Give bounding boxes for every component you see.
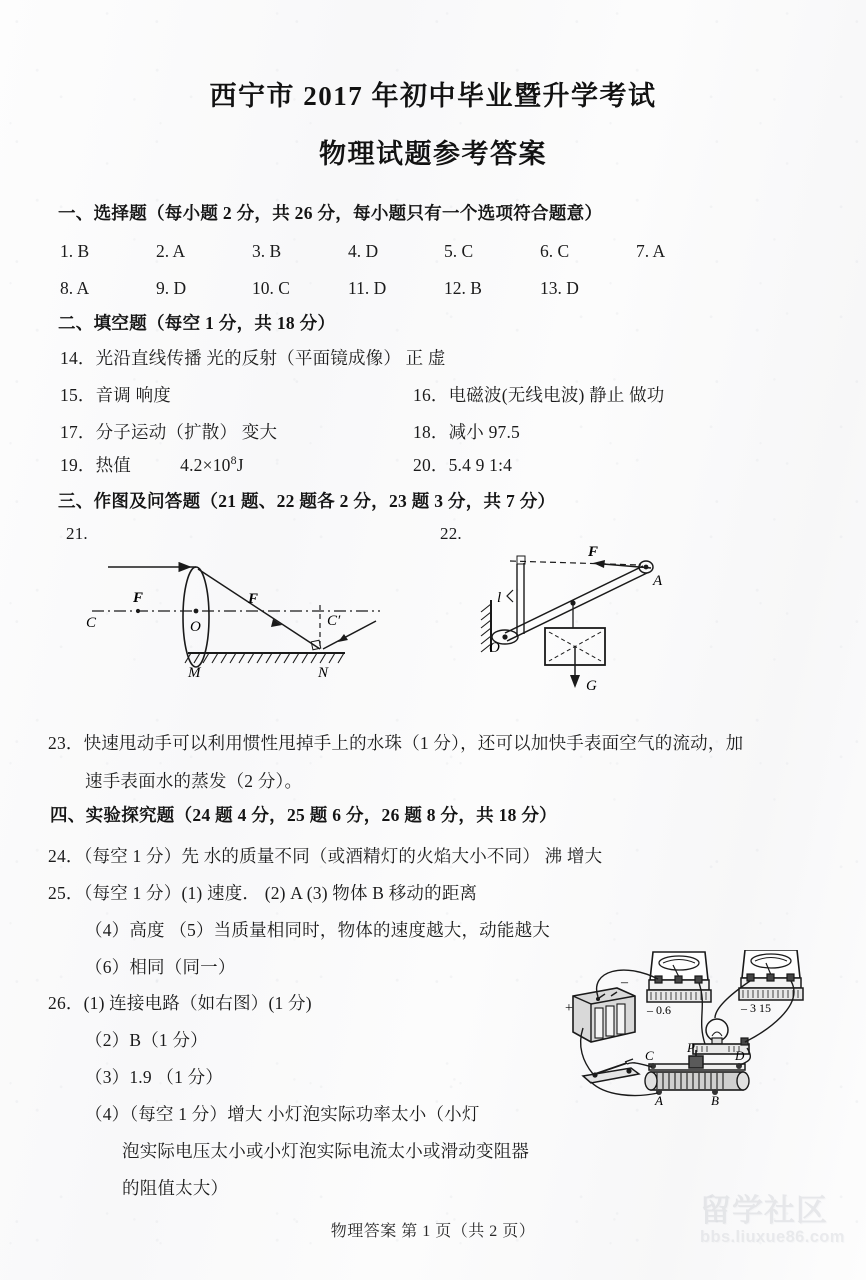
section-two-heading: 二、填空题（每空 1 分，共 18 分）	[58, 313, 336, 333]
force-arrow-F	[603, 564, 651, 568]
page-footer: 物理答案 第 1 页（共 2 页）	[330, 1223, 536, 1240]
answer-item-19-label: 19．热值	[60, 455, 131, 475]
section-one-heading: 一、选择题（每小题 2 分，共 26 分，每小题只有一个选项符合题意）	[58, 203, 603, 223]
figure-21-label-C: C	[86, 615, 97, 631]
answer-item-16: 16．电磁波(无线电波) 静止 做功	[413, 385, 665, 405]
answer-item-20: 20．5.4 9 1:4	[413, 455, 513, 475]
answer-item-25-line-2: （4）高度 （5）当质量相同时，物体的速度越大，动能越大	[85, 920, 550, 940]
choice-answer-9: 9. D	[156, 278, 187, 298]
answer-item-23-line-2: 速手表面水的蒸发（2 分）。	[85, 771, 303, 791]
optical-centre-point	[194, 609, 199, 614]
answer-item-26-line-2: （2）B（1 分）	[85, 1030, 208, 1050]
answer-item-24: 24．（每空 1 分）先 水的质量不同（或酒精灯的火焰大小不同） 沸 增大	[48, 846, 603, 866]
question-22-number: 22.	[440, 524, 462, 543]
choice-answers-row-1	[60, 241, 850, 262]
figure-22-label-l: l	[497, 590, 502, 606]
lever-bar-top	[505, 566, 643, 633]
arm-brace	[507, 590, 513, 602]
choice-answer-8: 8. A	[60, 278, 90, 298]
mirror-hatching	[185, 653, 344, 663]
choice-answer-11: 11. D	[348, 278, 387, 298]
figure-22-label-G: G	[586, 678, 597, 690]
choice-answer-6: 6. C	[540, 241, 570, 261]
watermark-brand-text: 留学社区	[700, 1193, 828, 1229]
figure-21-label-M: M	[188, 665, 201, 680]
choice-answer-10: 10. C	[252, 278, 290, 298]
watermark-url-text: bbs.liuxue86.com	[700, 1228, 845, 1246]
figure-22-label-A: A	[653, 573, 663, 589]
choice-answer-13: 13. D	[540, 278, 579, 298]
rheostat-label-P: P	[687, 1040, 695, 1055]
rheostat-label-D: D	[735, 1048, 745, 1063]
battery-minus-label: –	[621, 975, 628, 990]
focal-point-left	[136, 609, 140, 613]
choice-answer-12: 12. B	[444, 278, 482, 298]
answer-item-15: 15．音调 响度	[60, 385, 171, 405]
battery-pack	[573, 988, 635, 1042]
figure-21-label-F-left: F	[133, 590, 144, 606]
section-four-heading: 四、实验探究题（24 题 4 分，25 题 6 分，26 题 8 分，共 18 分）	[50, 805, 557, 825]
pivot-point-O	[502, 634, 507, 639]
answer-item-14: 14．光沿直线传播 光的反射（平面镜成像） 正 虚	[60, 348, 446, 368]
figure-26-circuit-diagram	[565, 950, 865, 1110]
answer-item-23-line-1: 23．快速甩动手可以利用惯性甩掉手上的水珠（1 分），还可以加快手表面空气的流动，加	[48, 733, 744, 753]
rheostat	[645, 1050, 749, 1095]
figure-21-label-C-prime: C′	[327, 613, 341, 629]
answer-item-19-value: $4.2\times 10^8J$	[180, 453, 244, 475]
choice-answer-5: 5. C	[444, 241, 474, 261]
right-angle-mark-arm	[517, 556, 525, 564]
choice-answer-2: 2. A	[156, 241, 186, 261]
figure-21-lens-diagram	[80, 545, 400, 685]
choice-answers-row-2	[60, 278, 850, 299]
answer-item-26-line-3: （3）1.9 （1 分）	[85, 1067, 224, 1087]
answer-item-19	[60, 452, 244, 477]
section-three-heading: 三、作图及问答题（21 题、22 题各 2 分，23 题 3 分，共 7 分）	[58, 491, 556, 511]
page-title-line-1: 西宁市 2017 年初中毕业暨升学考试	[209, 81, 657, 111]
choice-answer-3: 3. B	[252, 241, 282, 261]
choice-answer-1: 1. B	[60, 241, 90, 261]
choice-answer-4: 4. D	[348, 241, 379, 261]
answer-item-18: 18．减小 97.5	[413, 422, 520, 442]
answer-item-26-line-5: 泡实际电压太小或小灯泡实际电流太小或滑动变阻器	[122, 1141, 530, 1161]
lever-bar-bottom	[507, 573, 647, 641]
refracted-ray	[198, 569, 320, 649]
force-line-of-action	[510, 561, 641, 565]
figure-22-lever-diagram	[455, 540, 735, 695]
answer-item-26-line-4: （4）（每空 1 分）增大 小灯泡实际功率太小（小灯	[85, 1104, 480, 1124]
answer-item-25-line-1: 25．（每空 1 分）(1) 速度． (2) A (3) 物体 B 移动的距离	[48, 883, 478, 903]
choice-answer-7: 7. A	[636, 241, 666, 261]
rheostat-label-C: C	[645, 1048, 654, 1063]
answer-item-17: 17．分子运动（扩散） 变大	[60, 422, 278, 442]
answer-item-26-line-6: 的阻值太大）	[122, 1178, 229, 1198]
figure-22-label-O: O	[489, 640, 500, 656]
figure-21-label-O: O	[190, 619, 201, 635]
page-title-line-2: 物理试题参考答案	[319, 139, 547, 169]
ammeter-range-label: – 0.6	[647, 1003, 671, 1017]
battery-plus-label: +	[565, 1001, 573, 1016]
voltmeter-range-label: – 3 15	[741, 1001, 771, 1015]
answer-item-26-line-1: 26．(1) 连接电路（如右图）(1 分)	[48, 993, 312, 1013]
rheostat-label-B: B	[711, 1093, 719, 1105]
figure-21-label-N: N	[318, 665, 329, 680]
question-21-number: 21.	[66, 524, 88, 543]
rheostat-label-A: A	[655, 1093, 663, 1105]
answer-item-25-line-3: （6）相同（同一）	[85, 957, 236, 977]
figure-21-label-F-right: F	[248, 591, 259, 607]
figure-22-label-F: F	[588, 544, 599, 560]
